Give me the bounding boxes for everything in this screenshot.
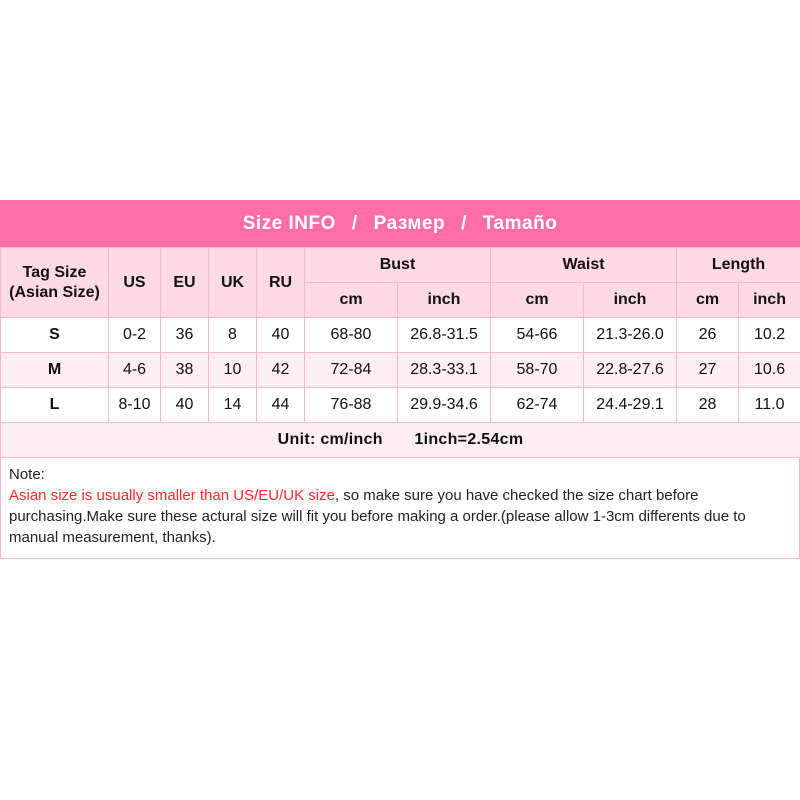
cell-ru: 40 (257, 318, 305, 353)
size-chart-title-bar (0, 200, 800, 247)
table-header-row-groups (1, 248, 800, 283)
cell-length-cm: 28 (677, 388, 739, 423)
cell-waist-inch: 22.8-27.6 (584, 353, 677, 388)
table-row (1, 388, 800, 423)
header-waist-inch: inch (584, 283, 677, 318)
cell-length-cm: 27 (677, 353, 739, 388)
cell-tag-size: S (1, 318, 109, 353)
cell-bust-cm: 68-80 (305, 318, 398, 353)
cell-length-cm: 26 (677, 318, 739, 353)
title-separator-1: / (351, 212, 358, 234)
note-label: Note: (9, 466, 45, 483)
unit-note-row (1, 423, 800, 458)
title-russian: Размер (373, 212, 446, 234)
header-ru: RU (257, 248, 305, 318)
cell-waist-inch: 21.3-26.0 (584, 318, 677, 353)
size-table (0, 247, 800, 458)
note-red-text: Asian size is usually smaller than US/EU/UK size (9, 487, 335, 504)
unit-note-right: 1inch=2.54cm (414, 431, 524, 448)
table-row (1, 318, 800, 353)
cell-length-inch: 10.2 (739, 318, 800, 353)
cell-length-inch: 10.6 (739, 353, 800, 388)
table-row (1, 353, 800, 388)
note-body (9, 485, 791, 548)
cell-bust-inch: 26.8-31.5 (398, 318, 491, 353)
header-waist-cm: cm (491, 283, 584, 318)
header-length: Length (677, 248, 800, 283)
cell-tag-size: M (1, 353, 109, 388)
cell-uk: 10 (209, 353, 257, 388)
header-bust-cm: cm (305, 283, 398, 318)
header-length-cm: cm (677, 283, 739, 318)
header-waist: Waist (491, 248, 677, 283)
cell-uk: 8 (209, 318, 257, 353)
cell-uk: 14 (209, 388, 257, 423)
cell-waist-cm: 62-74 (491, 388, 584, 423)
title-spanish: Tamaño (482, 212, 558, 234)
header-bust: Bust (305, 248, 491, 283)
note-rest-text: , so make sure you have checked the size chart before purchasing.Make sure these actural size will fit you before making a order.(please allow 1-3cm differents due to manual measurement, thanks). (9, 487, 746, 546)
header-eu: EU (161, 248, 209, 318)
unit-note-cell (1, 423, 800, 458)
cell-eu: 36 (161, 318, 209, 353)
title-main: Size INFO (242, 212, 336, 234)
cell-bust-inch: 29.9-34.6 (398, 388, 491, 423)
header-bust-inch: inch (398, 283, 491, 318)
cell-waist-inch: 24.4-29.1 (584, 388, 677, 423)
cell-eu: 38 (161, 353, 209, 388)
cell-length-inch: 11.0 (739, 388, 800, 423)
cell-ru: 42 (257, 353, 305, 388)
header-length-inch: inch (739, 283, 800, 318)
size-chart (0, 200, 800, 559)
cell-eu: 40 (161, 388, 209, 423)
cell-us: 0-2 (109, 318, 161, 353)
cell-waist-cm: 58-70 (491, 353, 584, 388)
cell-bust-cm: 76-88 (305, 388, 398, 423)
unit-note-left: Unit: cm/inch (277, 431, 383, 448)
cell-waist-cm: 54-66 (491, 318, 584, 353)
cell-tag-size: L (1, 388, 109, 423)
cell-ru: 44 (257, 388, 305, 423)
note-block (0, 458, 800, 559)
header-tag-size: Tag Size (Asian Size) (1, 248, 109, 318)
cell-us: 4-6 (109, 353, 161, 388)
header-us: US (109, 248, 161, 318)
cell-bust-inch: 28.3-33.1 (398, 353, 491, 388)
header-uk: UK (209, 248, 257, 318)
title-separator-2: / (461, 212, 467, 234)
cell-bust-cm: 72-84 (305, 353, 398, 388)
cell-us: 8-10 (109, 388, 161, 423)
